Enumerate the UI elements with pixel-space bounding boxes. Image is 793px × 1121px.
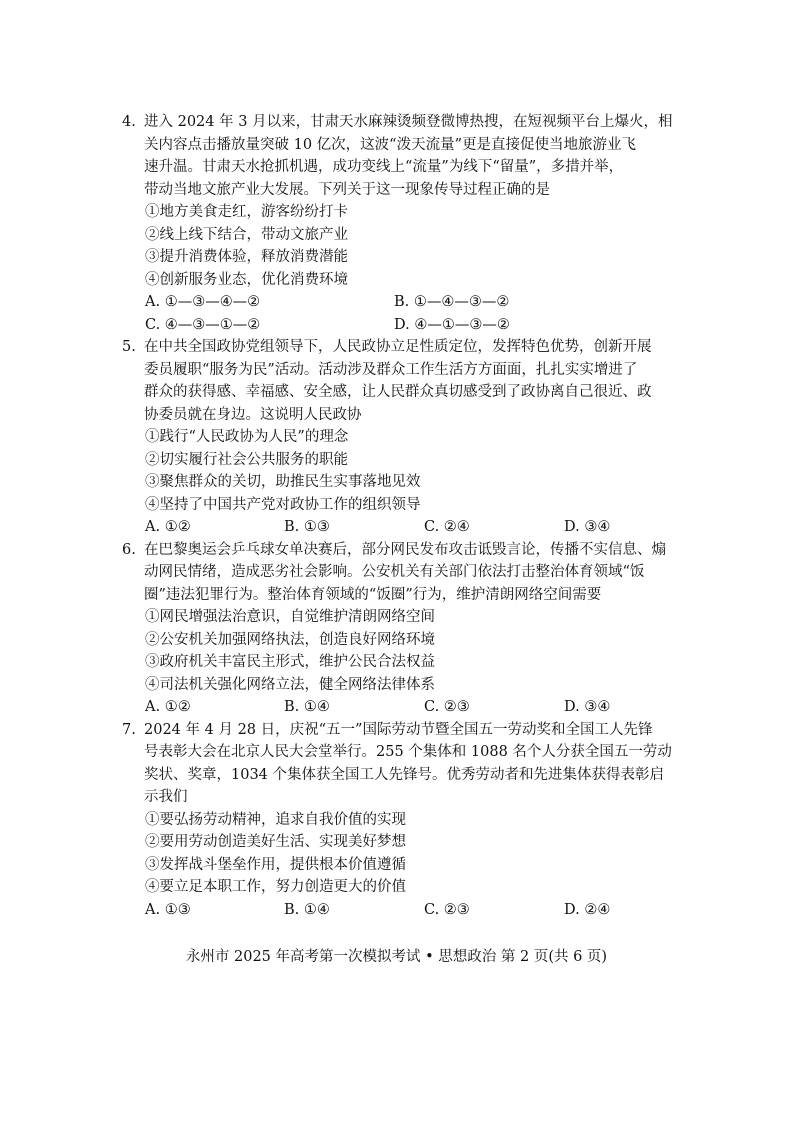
statement-option: ①网民增强法治意识，自觉维护清朗网络空间: [145, 609, 435, 625]
answer-choices-row: [145, 291, 682, 314]
questions-area: [122, 111, 682, 921]
question-5: [122, 336, 682, 539]
statement-option: ③政府机关丰富民主形式，维护公民合法权益: [145, 654, 435, 670]
stem-line: 速升温。甘肃天水抢抓机遇，成功变线上“流量”为线下“留量”，多措并举，: [144, 159, 624, 175]
question-stem: [144, 719, 682, 809]
choice-d: D. ③④: [564, 519, 611, 535]
stem-line: 在巴黎奥运会乒乓球女单决赛后，部分网民发布攻击诋毁言论，传播不实信息、煽: [144, 541, 666, 558]
choice-d: D. ④—①—③—②: [394, 316, 510, 333]
choice-c: C. ②③: [424, 901, 470, 918]
stem-line: 群众的获得感、幸福感、安全感，让人民群众真切感受到了政协离自己很近、政: [144, 384, 652, 400]
choice-b: B. ①④: [284, 901, 330, 918]
choice-b: B. ①④: [284, 699, 330, 715]
stem-line: 动网民情绪，造成恶劣社会影响。公安机关有关部门依法打击整治体育领域“饭: [144, 564, 645, 580]
choice-b: B. ①③: [284, 519, 330, 535]
statement-option: ①地方美食走红，游客纷纷打卡: [145, 204, 348, 220]
page-footer: 永州市 2025 年高考第一次模拟考试 • 思想政治 第 2 页(共 6 页): [185, 949, 608, 965]
answer-choices-row: [145, 516, 682, 539]
choice-c: C. ②④: [424, 519, 470, 535]
choice-a: A. ①②: [145, 519, 191, 535]
choice-a: A. ①③: [145, 901, 191, 918]
stem-line: 奖状、奖章，1034 个集体获全国工人先锋号。优秀劳动者和先进集体获得表彰启: [144, 766, 665, 783]
stem-line: 在中共全国政协党组领导下，人民政协立足性质定位，发挥特色优势，创新开展: [144, 339, 652, 355]
choice-b: B. ①—④—③—②: [394, 294, 510, 310]
stem-line: 示我们: [144, 789, 188, 805]
stem-line: 进入 2024 年 3 月以来，甘肃天水麻辣烫频登微博热搜，在短视频平台上爆火，相: [144, 114, 673, 130]
answer-choices-row: [145, 314, 682, 337]
stem-line: 带动当地文旅产业大发展。下列关于这一现象传导过程正确的是: [144, 181, 550, 198]
question-number: 4.: [122, 114, 136, 130]
stem-line: 2024 年 4 月 28 日，庆祝“五一”国际劳动节暨全国五一劳动奖和全国工人先锋: [144, 721, 653, 738]
question-4: [122, 111, 682, 336]
choice-a: A. ①—③—④—②: [145, 294, 261, 310]
choice-a: A. ①②: [145, 699, 191, 715]
statement-option: ②线上线下结合，带动文旅产业: [145, 226, 348, 243]
choice-c: C. ②③: [424, 699, 470, 715]
statement-option: ②要用劳动创造美好生活、实现美好梦想: [145, 834, 406, 850]
stem-line: 委员履职“服务为民”活动。活动涉及群众工作生活方方面面，扎扎实实增进了: [144, 361, 638, 378]
question-number: 5.: [122, 339, 136, 355]
statement-option: ④司法机关强化网络立法，健全网络法律体系: [145, 676, 435, 693]
statement-option: ④坚持了中国共产党对政协工作的组织领导: [145, 496, 421, 513]
question-stem: [144, 539, 682, 607]
statement-option: ①践行“人民政协为人民”的理念: [145, 429, 349, 445]
stem-line: 关内容点击播放量突破 10 亿次，这波“泼天流量”更是直接促使当地旅游业飞: [144, 136, 636, 153]
stem-line: 圈”违法犯罪行为。整治体育领域的“饭圈”行为，维护清朗网络空间需要: [144, 586, 602, 603]
choice-d: D. ③④: [564, 699, 611, 715]
question-number: 7.: [122, 721, 136, 738]
choice-c: C. ④—③—①—②: [145, 316, 261, 333]
statement-option: ④要立足本职工作，努力创造更大的价值: [145, 879, 406, 895]
statement-option: ③聚焦群众的关切，助推民生实事落地见效: [145, 474, 421, 490]
question-7: [122, 719, 682, 922]
statement-option: ②切实履行社会公共服务的职能: [145, 451, 348, 468]
statement-option: ③提升消费体验，释放消费潜能: [145, 249, 348, 265]
question-number: 6.: [122, 541, 136, 558]
stem-line: 号表彰大会在北京人民大会堂举行。255 个集体和 1088 名个人分获全国五一劳动: [144, 744, 672, 760]
statement-option: ①要弘扬劳动精神，追求自我价值的实现: [145, 811, 406, 828]
question-stem: [144, 336, 682, 426]
choice-d: D. ②④: [564, 901, 611, 918]
statement-option: ④创新服务业态，优化消费环境: [145, 271, 348, 288]
stem-line: 协委员就在身边。这说明人民政协: [144, 406, 362, 423]
question-6: [122, 539, 682, 719]
statement-option: ③发挥战斗堡垒作用，提供根本价值遵循: [145, 856, 406, 873]
answer-choices-row: [145, 696, 682, 719]
question-stem: [144, 111, 682, 201]
answer-choices-row: [145, 899, 682, 922]
statement-option: ②公安机关加强网络执法，创造良好网络环境: [145, 631, 435, 648]
